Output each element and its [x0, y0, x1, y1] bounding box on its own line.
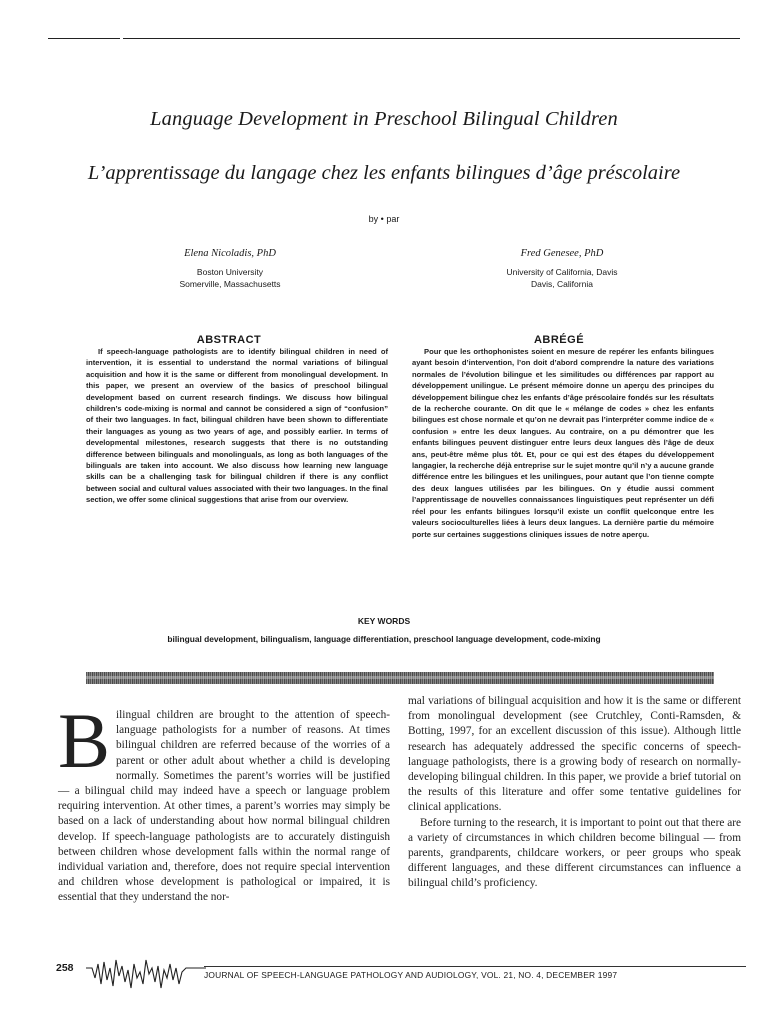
keywords-text: bilingual development, bilingualism, language differentiation, preschool language development, code-mixing [167, 634, 601, 644]
body-paragraph-2: mal variations of bilingual acquisition and how it is the same or different from monolingual development (see Crutchley, Conti-Ramsden, & Botting, 1997, for an excellent discussion of this issue). Although little research has adequately addressed the specific concerns of speech-language pathologists, there is a growing body of research on normally-developing bilingual children. In this paper, we provide a brief tutorial on the results of this literature and offer some tentative guidelines for clinical applications. [408, 695, 741, 814]
article-title-french: L’apprentissage du langage chez les enfants bilingues d’âge préscolaire [87, 162, 681, 184]
footer-rule [204, 966, 746, 967]
author-1-affiliation: Boston University [196, 267, 264, 277]
decorative-band [86, 672, 714, 684]
keywords-heading: KEY WORDS [357, 616, 411, 626]
author-2-name: Fred Genesee, PhD [520, 248, 604, 259]
drop-cap: B [58, 697, 111, 784]
author-1 [100, 248, 360, 290]
body-paragraph-1: ilingual children are brought to the attention of speech-language pathologists for a number of reasons. At times bilingual children are referred because of the worries of a parent or other adult about whether a child is developing normally. Sometimes the parent’s worries will be justified — a bilingual child may indeed have a speech or language problem requiring intervention. At other times, a parent’s worries may simply be based on a lack of understanding about how normal bilingual children develop. If speech-language pathologists are to accurately distinguish between children whose development falls within the normal range of individual variation and, therefore, does not require special intervention and children whose development is pathological or impaired, it is essential that they understand the nor- [58, 709, 390, 904]
author-1-location: Somerville, Massachusetts [179, 279, 281, 289]
body-paragraph-3: Before turning to the research, it is important to point out that there are a variety of circumstances in which children become bilingual — from parents, grandparents, childcare workers, or peer groups who speak different languages, and these different circumstances can influence a bilingual child’s proficiency. [408, 816, 741, 890]
author-2-affiliation: University of California, Davis [506, 267, 618, 277]
top-rule [48, 38, 740, 39]
body-column-1 [58, 697, 390, 906]
article-title-english: Language Development in Preschool Bilingual Children [150, 108, 618, 130]
journal-citation: JOURNAL OF SPEECH-LANGUAGE PATHOLOGY AND AUDIOLOGY, VOL. 21, NO. 4, DECEMBER 1997 [204, 970, 618, 980]
page-footer [56, 954, 746, 994]
body-column-2 [408, 694, 741, 892]
byline: by • par [368, 214, 400, 224]
page-number: 258 [56, 962, 74, 974]
abrege-heading: ABRÉGÉ [533, 334, 585, 346]
abstract-text: If speech-language pathologists are to identify bilingual children in need of intervention, it is essential to understand the normal variations of bilingual acquisition and how it is the same or different from monolingual development. In this paper, we present an overview of the basics of preschool bilingual development based on current research findings. We discuss how bilingual children’s code-mixing is normal and cannot be considered a sign of “confusion” of their two languages. In fact, bilingual children have been shown to differentiate their languages as young as two years of age, and possibly earlier. In terms of developmental milestones, research suggests that there is no outstanding difference between bilinguals and monolinguals, as long as both languages of the bilinguals are taken into account. We also discuss how learning new language skills can be a challenging task for bilingual children if there is any conflict between social and cultural values associated with their two languages. In the final section, we offer some clinical suggestions that arise from our overview. [86, 347, 388, 505]
author-2 [432, 248, 692, 290]
abstract-heading: ABSTRACT [196, 334, 262, 346]
author-1-name: Elena Nicoladis, PhD [184, 248, 276, 259]
author-2-location: Davis, California [531, 279, 593, 289]
abrege-text: Pour que les orthophonistes soient en mesure de repérer les enfants bilingues ayant besoin d’intervention, l’on doit d’abord comprendre la nature des variations normales de l’évolution bilingue et les similitudes ou différences par rapport au développement unilingue. Le présent mémoire donne un aperçu des principes du développement bilingue chez les enfants d’âge préscolaire fondés sur les résultats de la recherche courante. On dit que le « mélange de codes » chez les enfants bilingues est chose normale et qu’on ne devrait pas l’interpréter comme indice de « confusion » entre les deux langues. Au contraire, on a pu démontrer que les enfants bilingues peuvent distinguer entre leurs deux langues dès l’âge de deux ans, peut-être même plus tôt. Et, pour ce qui est des étapes du développement langagier, la recherche déjà entreprise sur le sujet montre qu’il n’y a aucune grande différence entre les bilingues et les unilingues, pour autant que l’on tienne compte des deux langues utilisées par les bilingues. On y étudie aussi comment l’apprentissage de nouvelles connaissances linguistiques peut représenter un défi réel pour les enfants bilingues lorsqu’il existe un conflit quelconque entre les valeurs socioculturelles liées à leurs deux langues. La dernière partie du mémoire porte sur certaines suggestions cliniques issues de notre aperçu. [412, 347, 714, 539]
waveform-icon [86, 954, 206, 994]
